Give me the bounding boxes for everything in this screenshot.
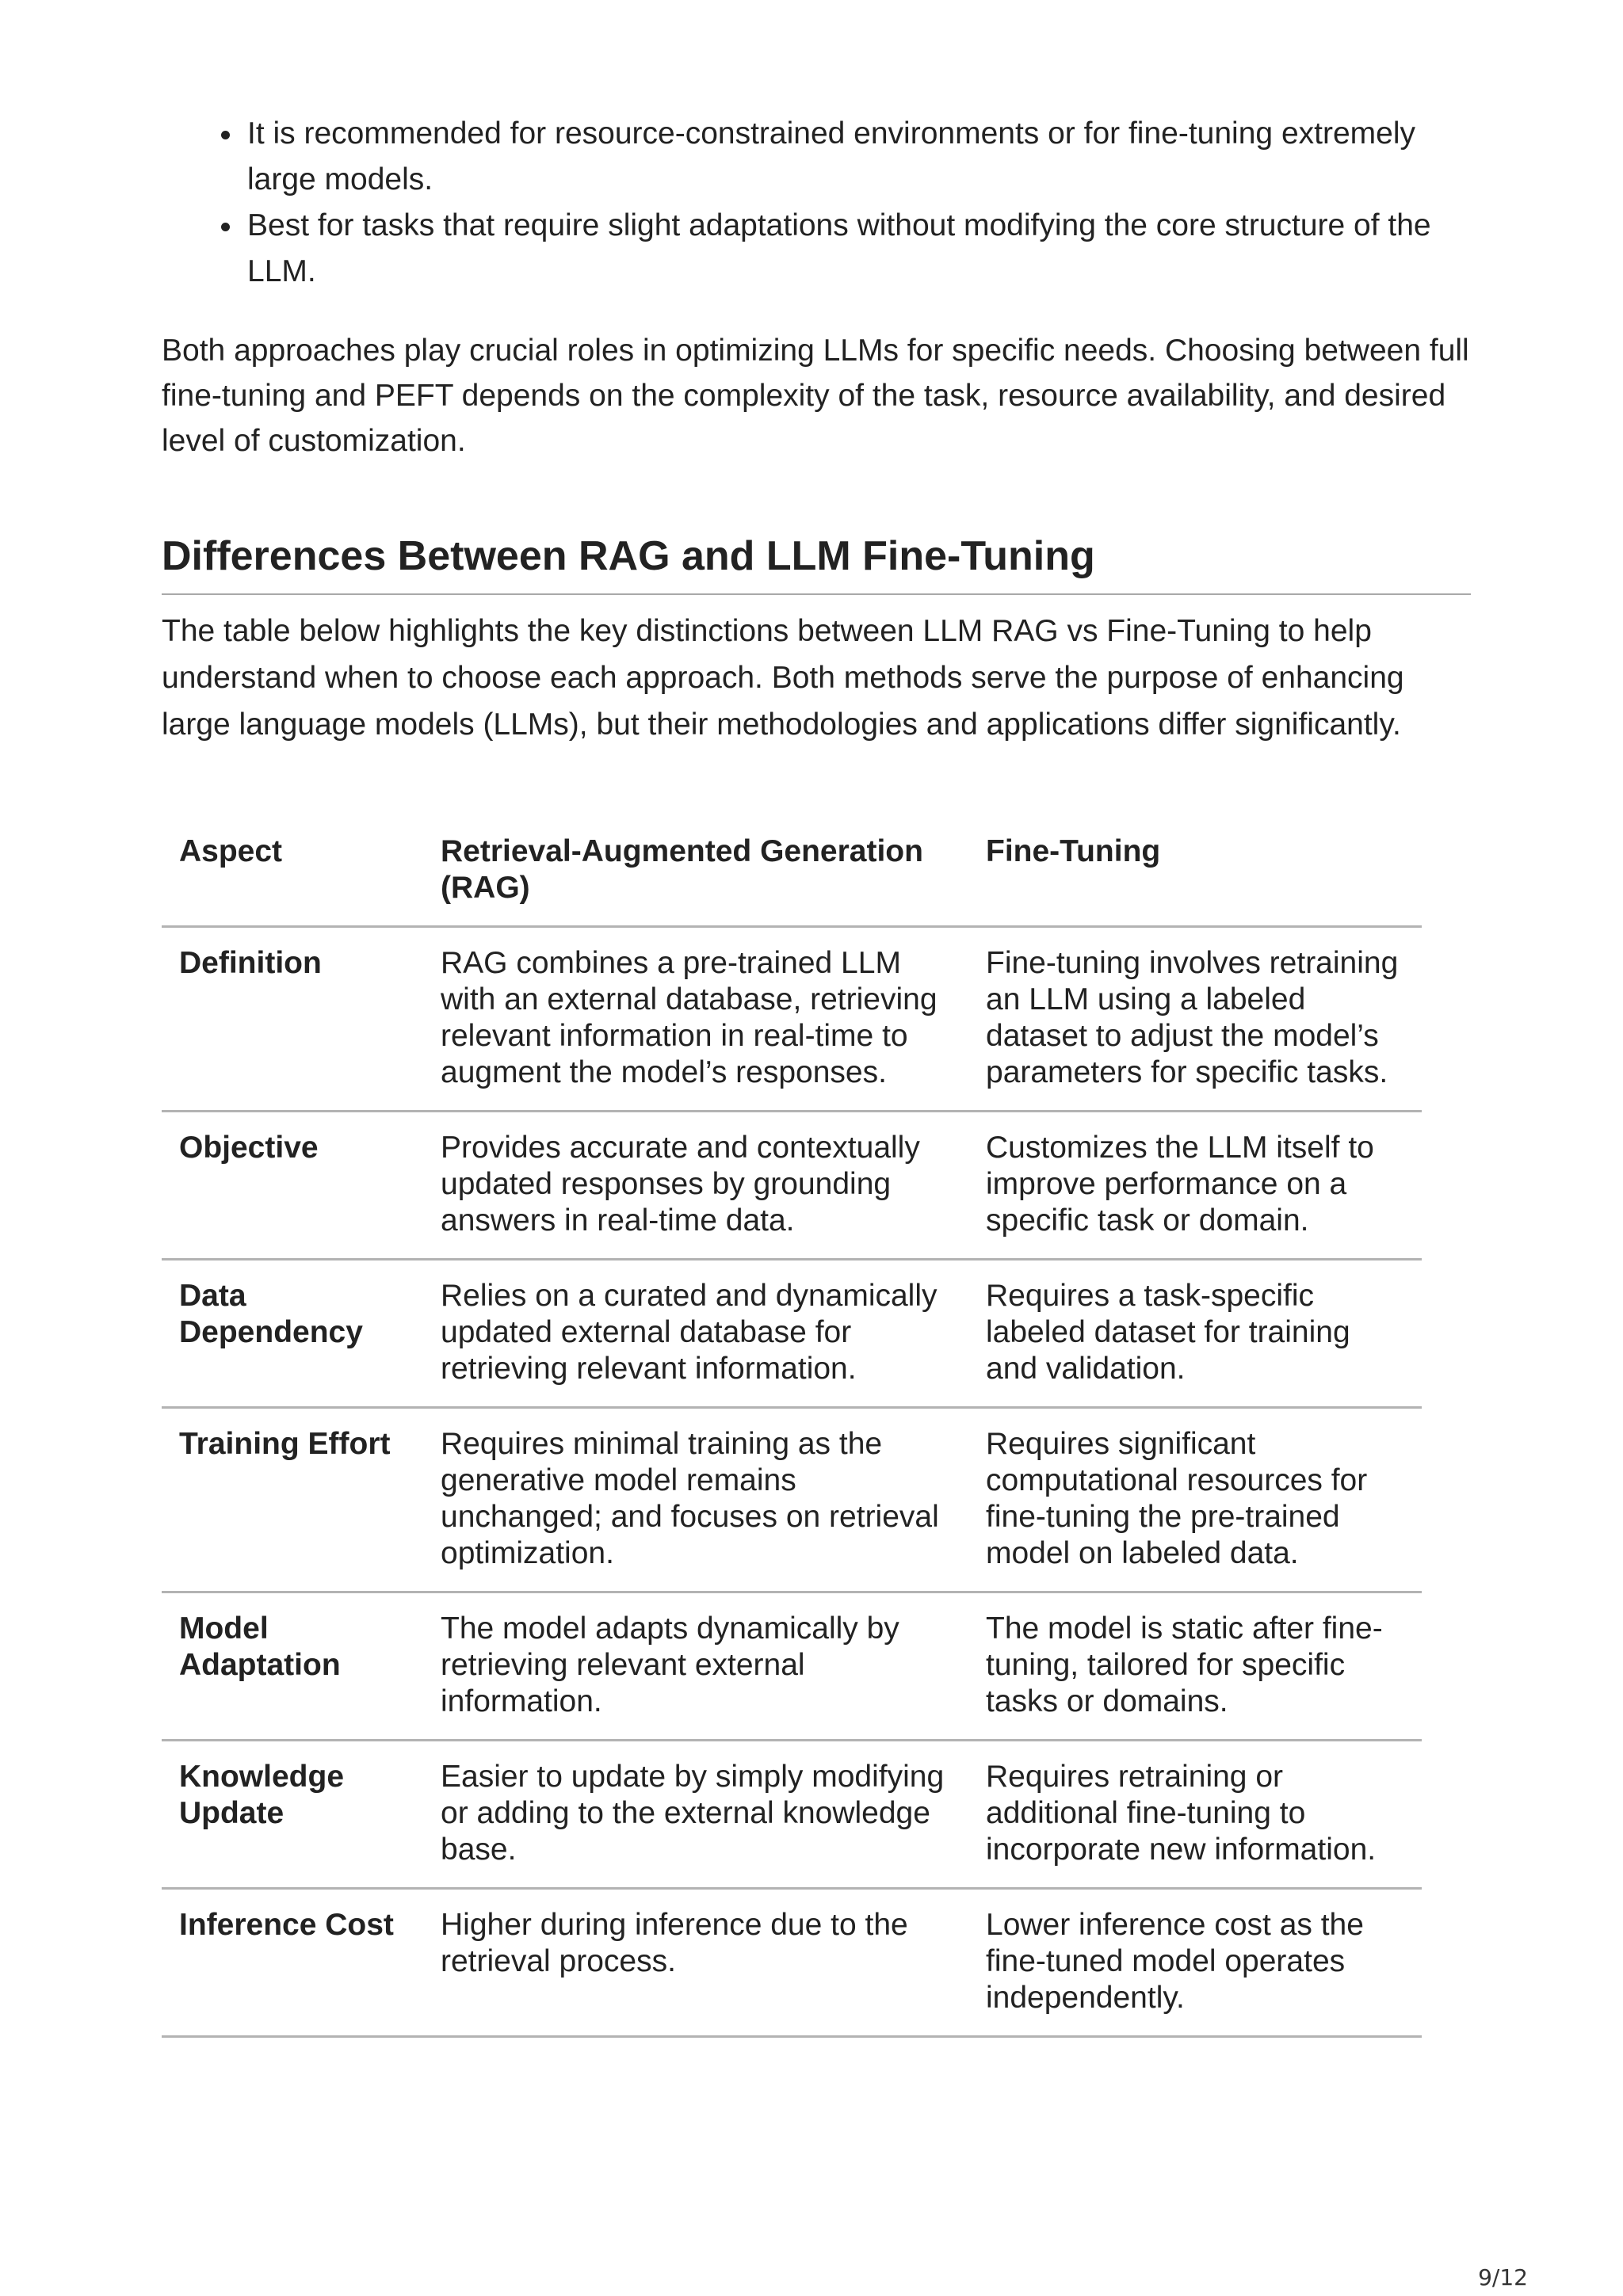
page-number: 9/12 [1478,2264,1528,2290]
document-page [162,111,1471,2038]
table-row [162,927,1422,1112]
row-rag: Relies on a curated and dynamically updated external database for retrieving relevant information. [423,1260,968,1408]
bullet-item: • Best for tasks that require slight adaptations without modifying the core structure of the LLM. [244,203,1471,295]
row-fine-tuning: Fine-tuning involves retraining an LLM using a labeled dataset to adjust the model’s parameters for specific tasks. [968,927,1422,1112]
row-fine-tuning: Requires significant computational resources for fine-tuning the pre-trained model on labeled data. [968,1408,1422,1592]
comparison-table [162,833,1422,2038]
row-fine-tuning: The model is static after fine-tuning, tailored for specific tasks or domains. [968,1592,1422,1741]
intro-paragraph: The table below highlights the key distinctions between LLM RAG vs Fine-Tuning to help understand when to choose each approach. Both methods serve the purpose of enhancing large language models (LLMs), but their methodologies and applications differ significantly. [162,614,1404,742]
row-aspect: Definition [162,927,423,1112]
table-row [162,1592,1422,1741]
bullet-list [162,111,1471,295]
row-aspect: Knowledge Update [162,1741,423,1889]
table-row [162,1889,1422,2037]
section-heading: Differences Between RAG and LLM Fine-Tuning [162,530,1471,595]
table-row [162,1112,1422,1260]
row-rag: The model adapts dynamically by retrieving relevant external information. [423,1592,968,1741]
row-fine-tuning: Customizes the LLM itself to improve performance on a specific task or domain. [968,1112,1422,1260]
row-fine-tuning: Requires a task-specific labeled dataset for training and validation. [968,1260,1422,1408]
header-fine-tuning: Fine-Tuning [968,833,1422,927]
row-aspect: Objective [162,1112,423,1260]
row-aspect: Inference Cost [162,1889,423,2037]
header-aspect: Aspect [162,833,423,927]
row-aspect: Model Adaptation [162,1592,423,1741]
summary-paragraph: Both approaches play crucial roles in optimizing LLMs for specific needs. Choosing between full fine-tuning and PEFT depends on the complexity of the task, resource availability, and desired level of customization. [162,334,1469,458]
bullet-item: • It is recommended for resource-constrained environments or for fine-tuning extremely large models. [244,111,1471,203]
row-rag: Provides accurate and contextually updated responses by grounding answers in real-time data. [423,1112,968,1260]
table-header-row [162,833,1422,927]
table-row [162,1260,1422,1408]
row-fine-tuning: Lower inference cost as the fine-tuned model operates independently. [968,1889,1422,2037]
header-rag: Retrieval-Augmented Generation (RAG) [423,833,968,927]
table-row [162,1408,1422,1592]
row-aspect: Training Effort [162,1408,423,1592]
table-row [162,1741,1422,1889]
row-fine-tuning: Requires retraining or additional fine-tuning to incorporate new information. [968,1741,1422,1889]
row-rag: Higher during inference due to the retrieval process. [423,1889,968,2037]
row-rag: RAG combines a pre-trained LLM with an external database, retrieving relevant information in real-time to augment the model’s responses. [423,927,968,1112]
row-rag: Easier to update by simply modifying or adding to the external knowledge base. [423,1741,968,1889]
row-rag: Requires minimal training as the generative model remains unchanged; and focuses on retrieval optimization. [423,1408,968,1592]
row-aspect: Data Dependency [162,1260,423,1408]
